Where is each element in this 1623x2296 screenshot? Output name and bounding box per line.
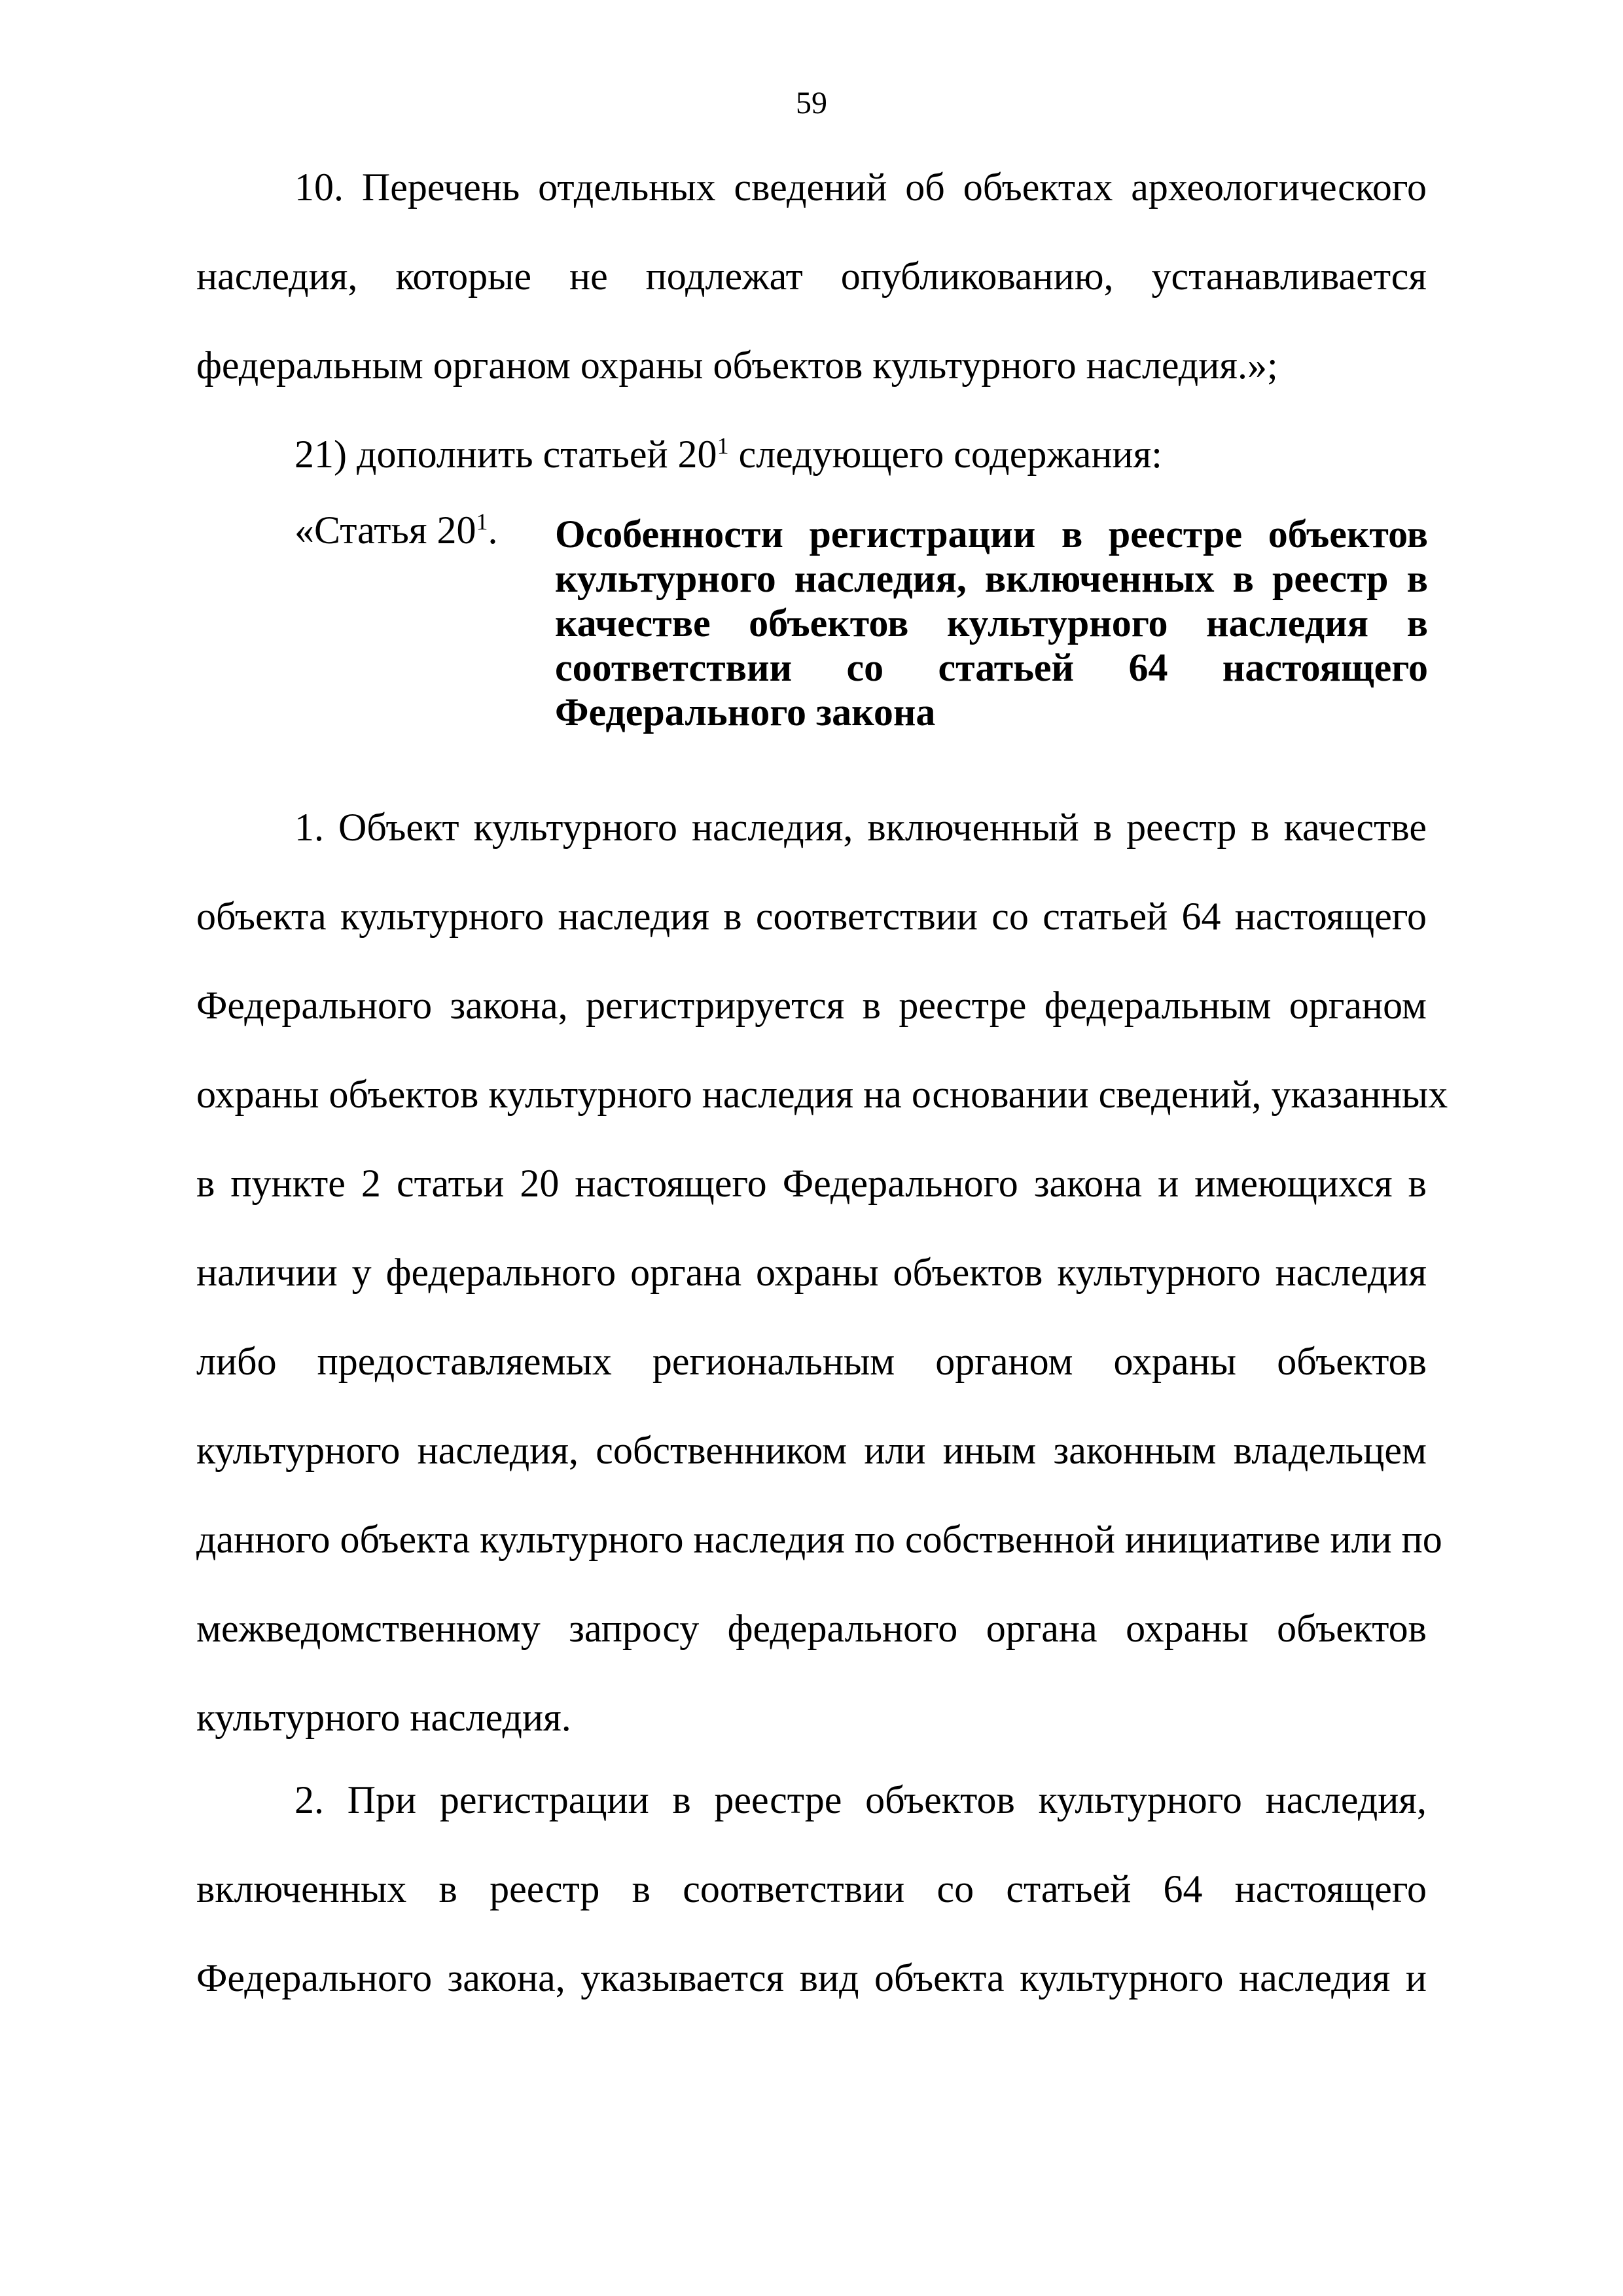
text-line: наследия, которые не подлежат опубликованию, устанавливается	[196, 255, 1427, 298]
text-line: федеральным органом охраны объектов культурного наследия.»;	[196, 344, 1278, 387]
page-number: 59	[796, 86, 827, 120]
paragraph-10	[196, 143, 1427, 410]
superscript: 1	[476, 509, 488, 535]
text-line: включенных в реестр в соответствии со статьей 64 настоящего	[196, 1867, 1427, 1910]
text-line: 1. Объект культурного наследия, включенный в реестр в качестве	[294, 806, 1427, 849]
article-heading	[555, 512, 1428, 734]
heading-line: Особенности регистрации в реестре объектов	[555, 512, 1428, 556]
text-line: культурного наследия, собственником или иным законным владельцем	[196, 1429, 1427, 1472]
heading-line: соответствии со статьей 64 настоящего	[555, 646, 1428, 689]
article-label-prefix: «Статья 20	[294, 509, 476, 552]
article-label	[294, 507, 497, 553]
paragraph-2	[196, 1755, 1427, 2022]
text-line: 10. Перечень отдельных сведений об объектах археологического	[294, 166, 1427, 209]
article-label-suffix: .	[488, 509, 498, 552]
heading-line: качестве объектов культурного наследия в	[555, 601, 1428, 645]
text-line: данного объекта культурного наследия по собственной инициативе или по	[196, 1518, 1442, 1561]
text-line: Федерального закона, регистрируется в реестре федеральным органом	[196, 984, 1427, 1027]
superscript: 1	[717, 433, 729, 459]
text-line	[196, 410, 1427, 499]
text-line: Федерального закона, указывается вид объекта культурного наследия и	[196, 1956, 1427, 2000]
text-line: в пункте 2 статьи 20 настоящего Федерального закона и имеющихся в	[196, 1162, 1427, 1205]
heading-line: Федерального закона	[555, 691, 936, 734]
text-line: объекта культурного наследия в соответствии со статьей 64 настоящего	[196, 895, 1427, 938]
item-21	[196, 410, 1427, 499]
text-line: межведомственному запросу федерального органа охраны объектов	[196, 1607, 1427, 1650]
heading-line: культурного наследия, включенных в реестр в	[555, 557, 1428, 600]
paragraph-1	[196, 783, 1448, 1762]
text-line: 2. При регистрации в реестре объектов культурного наследия,	[294, 1778, 1427, 1821]
text-line: охраны объектов культурного наследия на основании сведений, указанных	[196, 1073, 1448, 1116]
item-21-text-before: 21) дополнить статьей 20	[294, 433, 717, 476]
text-line: наличии у федерального органа охраны объектов культурного наследия	[196, 1251, 1427, 1294]
text-line: либо предоставляемых региональным органом охраны объектов	[196, 1340, 1427, 1383]
text-line: культурного наследия.	[196, 1696, 571, 1739]
item-21-text-after: следующего содержания:	[728, 433, 1162, 476]
